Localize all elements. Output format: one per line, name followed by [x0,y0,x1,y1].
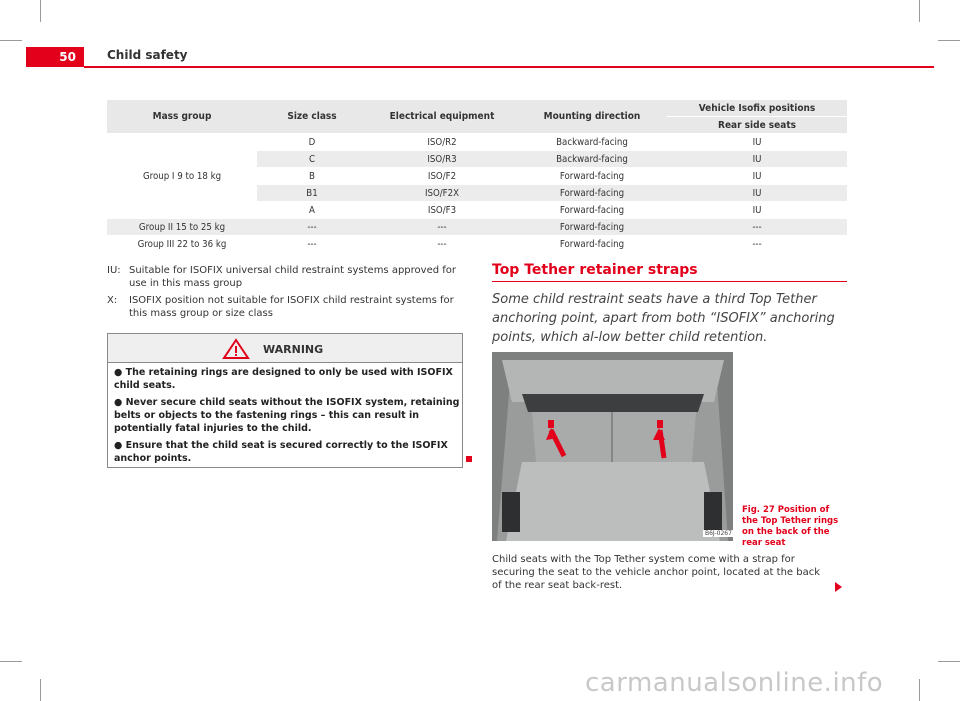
crop-mark [40,0,41,22]
table-header-size-class: Size class [257,100,367,134]
rear-seat-illustration [492,352,733,541]
table-cell: ISO/F3 [367,202,517,219]
table-cell: --- [257,219,367,236]
section-rule [492,281,847,282]
figure-rear-seat-image [492,352,733,541]
crop-mark [919,679,920,701]
table-cell: IU [667,134,847,151]
table-cell: IU [667,202,847,219]
table-subheader-rear-side-seats: Rear side seats [667,117,847,134]
warning-body [114,366,460,469]
table-cell: Forward-facing [517,236,667,253]
section-title: Top Tether retainer straps [492,262,698,278]
table-row [107,219,847,236]
group-cell: Group I 9 to 18 kg [107,134,257,219]
continue-arrow-icon [835,582,842,592]
end-marker-icon [466,456,472,462]
table-row [107,134,847,151]
note-iu [107,264,467,290]
table-cell: --- [257,236,367,253]
table-row [107,236,847,253]
table-cell: Group III 22 to 36 kg [107,236,257,253]
page-number: 50 [26,47,84,67]
crop-mark [938,661,960,662]
table-cell: --- [667,219,847,236]
crop-mark [0,40,22,41]
table-cell: Forward-facing [517,219,667,236]
table-cell: --- [367,219,517,236]
note-text: ISOFIX position not suitable for ISOFIX child restraint systems for this mass group or size class [129,295,454,319]
table-cell: B [257,168,367,185]
table-header-mounting-direction: Mounting direction [517,100,667,134]
section-body: Child seats with the Top Tether system come with a strap for securing the seat to the vehicle anchor point, located at the back of the rear seat back-rest. [492,554,821,591]
figure-caption: Fig. 27 Position of the Top Tether rings on the back of the rear seat [742,505,839,548]
warning-item: ● Never secure child seats without the ISOFIX system, retaining belts or objects to the fastening rings – this can result in potentially fatal injuries to the child. [114,397,460,434]
table-cell: Forward-facing [517,202,667,219]
table-header-electrical-equipment: Electrical equipment [367,100,517,134]
section-lead: Some child restraint seats have a third Top Tether anchoring point, apart from both “ISOFIX” anchoring points, which al-low better child retention. [492,292,835,345]
table-cell: --- [367,236,517,253]
bullet-icon: ● [114,440,126,451]
bullet-icon: ● [114,367,126,378]
crop-mark [938,40,960,41]
table-cell: Backward-facing [517,134,667,151]
table-cell: B1 [257,185,367,202]
table-cell: ISO/R3 [367,151,517,168]
table-header-isofix-positions: Vehicle Isofix positions [667,100,847,117]
warning-header [108,334,462,363]
note-text: Suitable for ISOFIX universal child restraint systems approved for use in this mass group [129,265,456,289]
table-cell: Forward-facing [517,185,667,202]
crop-mark [0,661,22,662]
table-cell: A [257,202,367,219]
warning-title: WARNING [263,343,324,356]
table-cell: Group II 15 to 25 kg [107,219,257,236]
table-header-mass-group: Mass group [107,100,257,134]
warning-item: ● The retaining rings are designed to only be used with ISOFIX child seats. [114,367,453,391]
watermark: carmanualsonline.info [585,668,884,698]
table-cell: ISO/R2 [367,134,517,151]
note-key: IU: [107,265,121,276]
isofix-table [107,100,847,253]
note-x [107,294,467,320]
crop-mark [40,679,41,701]
warning-item: ● Ensure that the child seat is secured correctly to the ISOFIX anchor points. [114,440,448,464]
bullet-icon: ● [114,397,126,408]
table-cell: --- [667,236,847,253]
note-key: X: [107,295,118,306]
table-cell: IU [667,168,847,185]
table-cell: IU [667,151,847,168]
crop-mark [919,0,920,22]
table-cell: ISO/F2X [367,185,517,202]
warning-triangle-icon [222,338,250,360]
table-cell: ISO/F2 [367,168,517,185]
table-cell: D [257,134,367,151]
header-rule [84,66,934,68]
table-cell: Backward-facing [517,151,667,168]
table-cell: C [257,151,367,168]
table-cell: Forward-facing [517,168,667,185]
page-title: Child safety [107,48,188,62]
warning-box [107,333,463,468]
table-cell: IU [667,185,847,202]
figure-code: B6J-0267 [705,530,732,537]
